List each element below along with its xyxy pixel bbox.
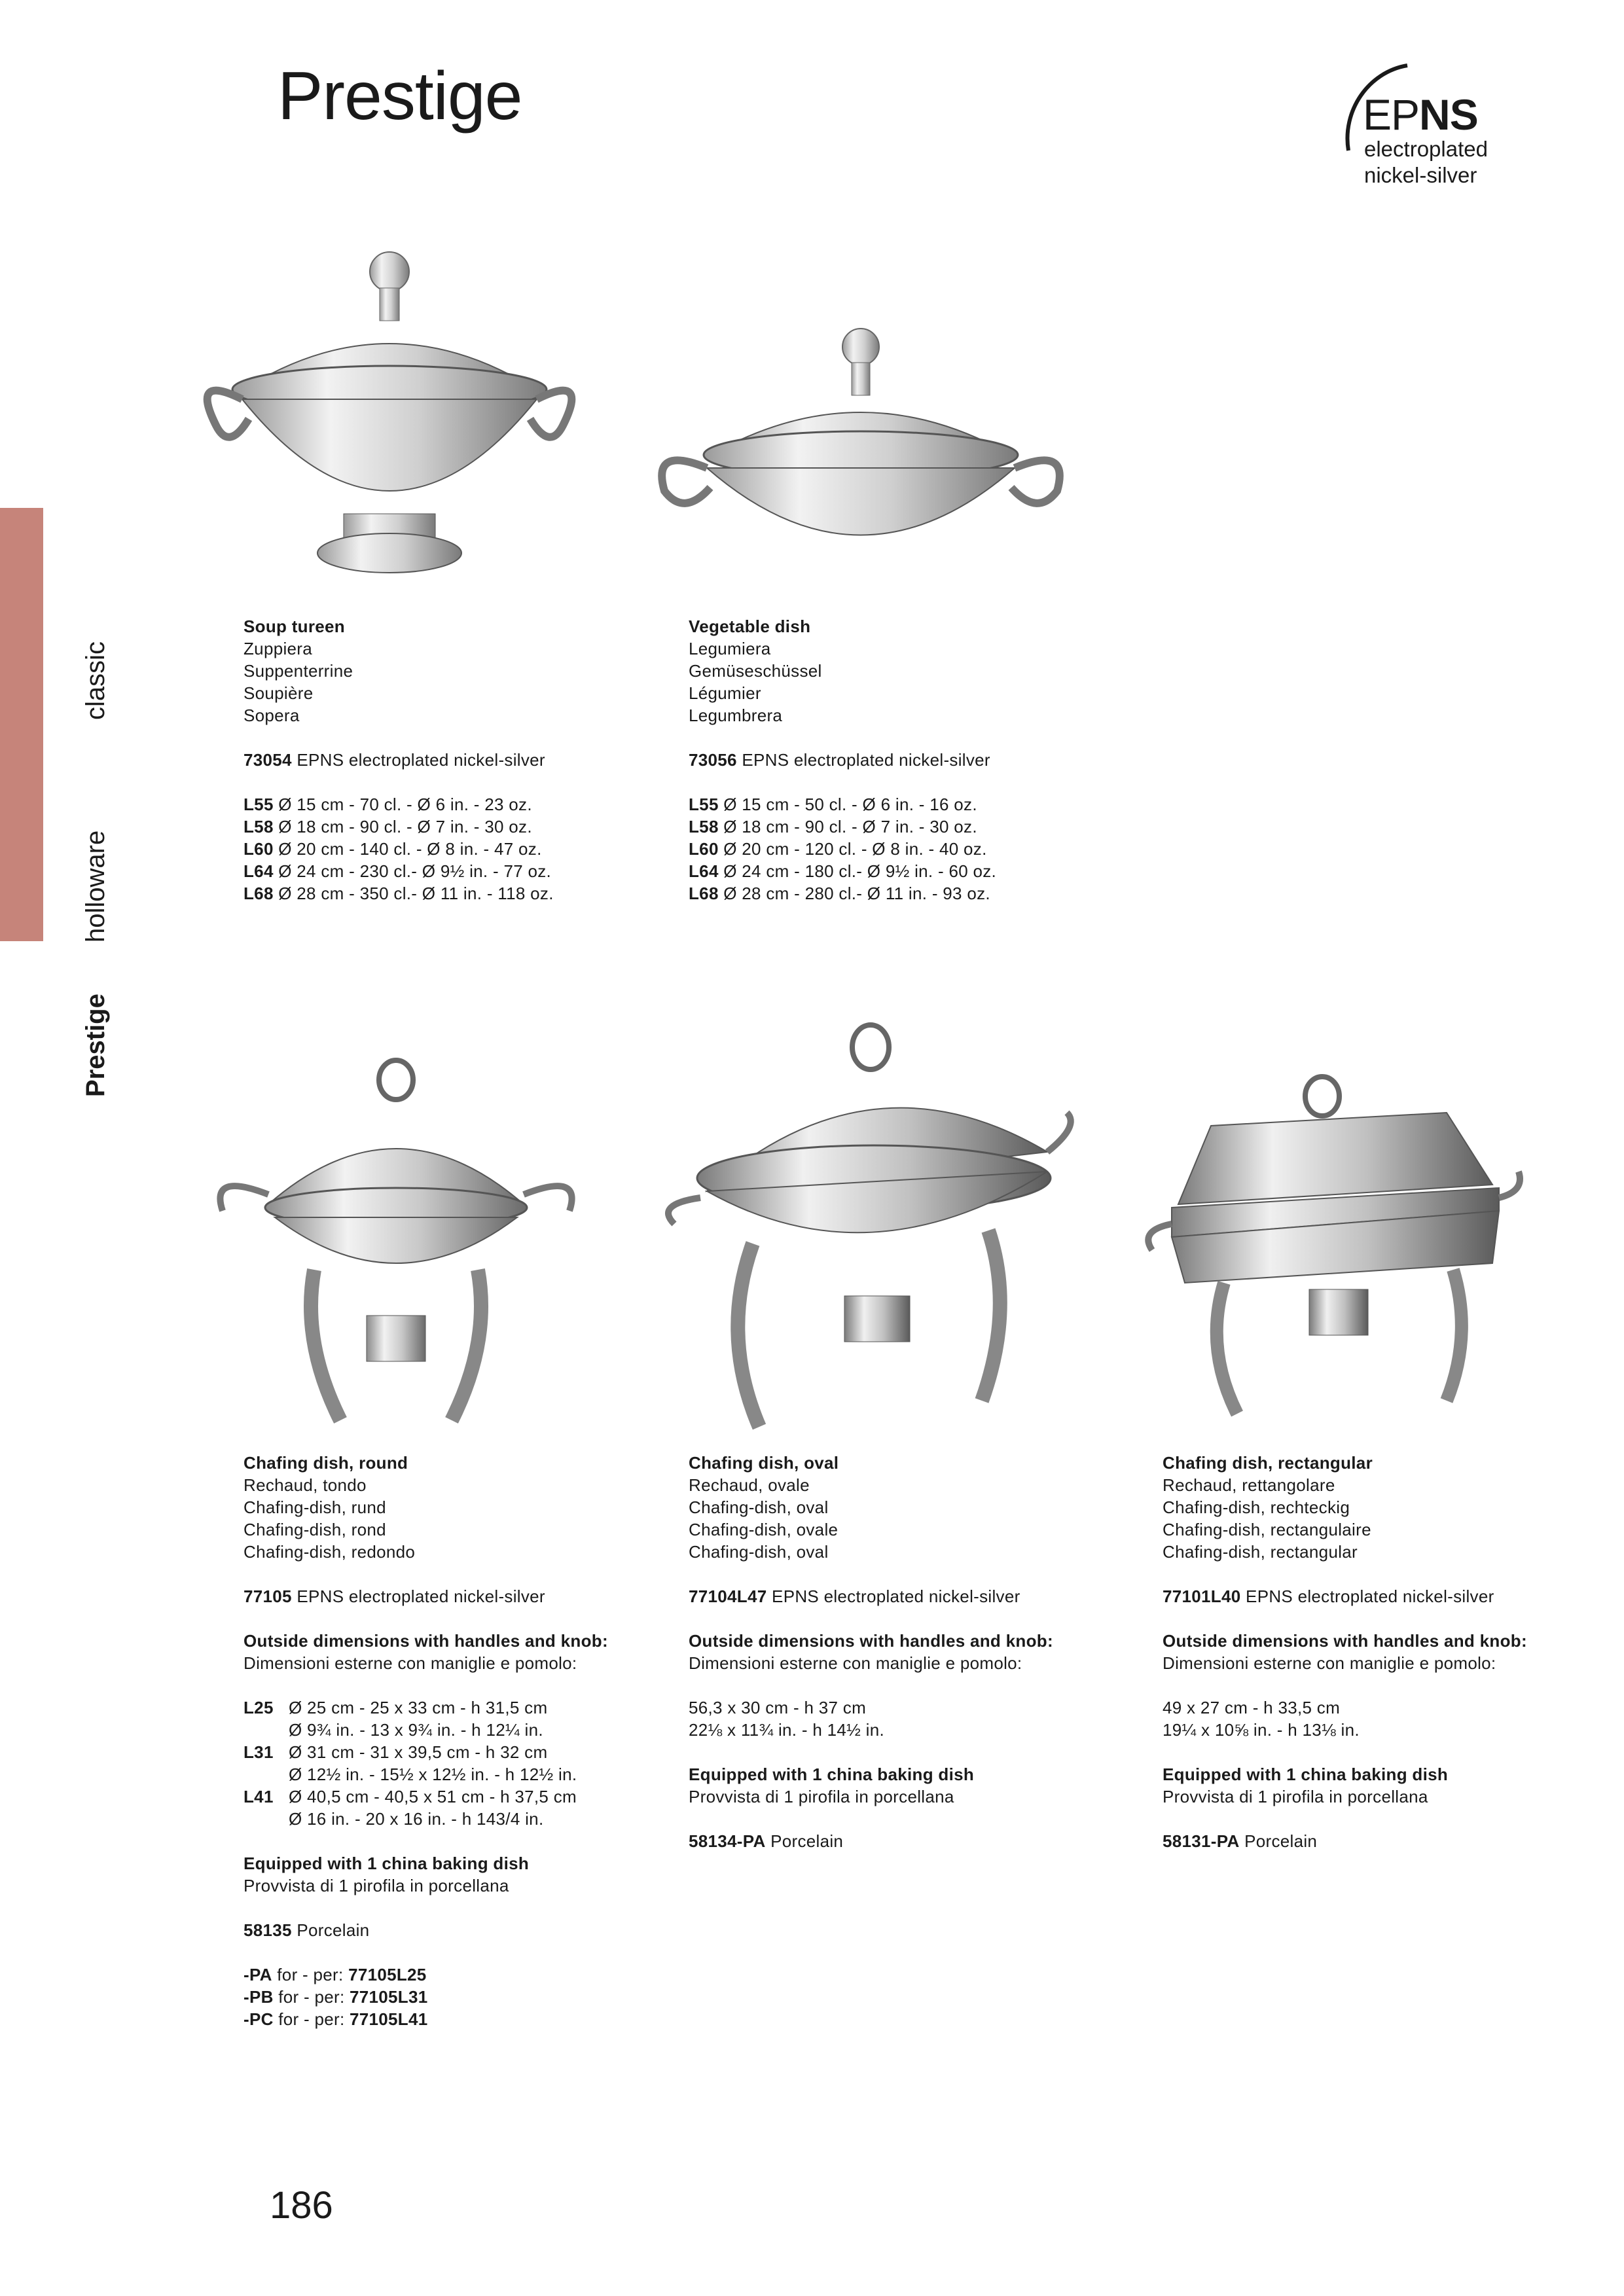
product-name-de: Chafing-dish, rechteckig: [1163, 1498, 1350, 1517]
equipment-note: Equipped with 1 china baking dish: [244, 1854, 530, 1873]
product-name-fr: Chafing-dish, rond: [244, 1520, 386, 1539]
product-name-es: Chafing-dish, redondo: [244, 1542, 416, 1562]
product-name-fr: Soupière: [244, 683, 314, 703]
logo-subtitle: electroplated nickel-silver: [1364, 137, 1488, 187]
dimension-imperial: 22⅛ x 11¾ in. - h 14½ in.: [689, 1720, 884, 1740]
logo-epns: EPNS: [1363, 90, 1478, 139]
dimension-row-imperial: Ø 16 in. - 20 x 16 in. - h 143/4 in.: [289, 1809, 544, 1829]
page-title: Prestige: [278, 58, 522, 134]
chafing-rect-info: [1163, 1452, 1527, 1852]
variant-row: -PB for - per: 77105L31: [244, 1987, 428, 2007]
chafing-oval-image: [648, 1021, 1080, 1440]
chafing-round-info: [244, 1452, 608, 2030]
product-name-es: Legumbrera: [689, 706, 783, 725]
size-row: L68 Ø 28 cm - 280 cl.- Ø 11 in. - 93 oz.: [689, 884, 990, 903]
product-name: Chafing dish, rectangular: [1163, 1453, 1373, 1473]
product-name: Vegetable dish: [689, 617, 811, 636]
sidebar-label-holloware: holloware: [81, 830, 110, 942]
equipment-note-it: Provvista di 1 pirofila in porcellana: [244, 1876, 509, 1895]
equipment-note: Equipped with 1 china baking dish: [1163, 1765, 1449, 1784]
product-code-line: 77104L47 EPNS electroplated nickel-silver: [689, 1587, 1020, 1606]
size-row: L55 Ø 15 cm - 70 cl. - Ø 6 in. - 23 oz.: [244, 795, 532, 814]
product-name: Soup tureen: [244, 617, 345, 636]
product-name-es: Sopera: [244, 706, 300, 725]
dimensions-title-it: Dimensioni esterne con maniglie e pomolo:: [1163, 1653, 1496, 1673]
equipment-note-it: Provvista di 1 pirofila in porcellana: [1163, 1787, 1428, 1806]
size-row: L58 Ø 18 cm - 90 cl. - Ø 7 in. - 30 oz.: [244, 817, 532, 836]
dimensions-title-it: Dimensioni esterne con maniglie e pomolo:: [244, 1653, 577, 1673]
porcelain-code-line: 58135 Porcelain: [244, 1920, 370, 1940]
product-name-it: Rechaud, tondo: [244, 1475, 367, 1495]
size-row: L58 Ø 18 cm - 90 cl. - Ø 7 in. - 30 oz.: [689, 817, 977, 836]
product-name-es: Chafing-dish, rectangular: [1163, 1542, 1358, 1562]
vegetable-dish-image: [645, 321, 1077, 583]
variant-row: -PC for - per: 77105L41: [244, 2009, 428, 2029]
size-row: L68 Ø 28 cm - 350 cl.- Ø 11 in. - 118 oz.: [244, 884, 554, 903]
vegetable-dish-info: [689, 615, 996, 905]
product-name-it: Zuppiera: [244, 639, 313, 658]
dimensions-title: Outside dimensions with handles and knob:: [1163, 1631, 1527, 1651]
sidebar-label-classic: classic: [81, 641, 110, 720]
product-code-line: 77101L40 EPNS electroplated nickel-silver: [1163, 1587, 1494, 1606]
product-name-it: Rechaud, rettangolare: [1163, 1475, 1335, 1495]
size-row: L64 Ø 24 cm - 230 cl.- Ø 9½ in. - 77 oz.: [244, 861, 552, 881]
product-name-de: Suppenterrine: [244, 661, 353, 681]
size-row: L64 Ø 24 cm - 180 cl.- Ø 9½ in. - 60 oz.: [689, 861, 997, 881]
product-name: Chafing dish, round: [244, 1453, 408, 1473]
product-name-de: Gemüseschüssel: [689, 661, 822, 681]
size-row: L60 Ø 20 cm - 140 cl. - Ø 8 in. - 47 oz.: [244, 839, 542, 859]
size-row: L55 Ø 15 cm - 50 cl. - Ø 6 in. - 16 oz.: [689, 795, 977, 814]
product-name-it: Legumiera: [689, 639, 771, 658]
dimension-metric: 56,3 x 30 cm - h 37 cm: [689, 1698, 867, 1717]
dimension-row: L31 Ø 31 cm - 31 x 39,5 cm - h 32 cm: [244, 1742, 548, 1762]
product-name-de: Chafing-dish, rund: [244, 1498, 386, 1517]
porcelain-code-line: 58134-PA Porcelain: [689, 1831, 844, 1851]
equipment-note-it: Provvista di 1 pirofila in porcellana: [689, 1787, 954, 1806]
chafing-rect-image: [1126, 1073, 1532, 1427]
porcelain-code-line: 58131-PA Porcelain: [1163, 1831, 1318, 1851]
product-name-it: Rechaud, ovale: [689, 1475, 810, 1495]
chafing-oval-info: [689, 1452, 1053, 1852]
dimension-row: L25 Ø 25 cm - 25 x 33 cm - h 31,5 cm: [244, 1698, 548, 1717]
dimensions-title-it: Dimensioni esterne con maniglie e pomolo:: [689, 1653, 1022, 1673]
variant-row: -PA for - per: 77105L25: [244, 1965, 427, 1984]
dimensions-title: Outside dimensions with handles and knob:: [244, 1631, 608, 1651]
dimension-row-imperial: Ø 12½ in. - 15½ x 12½ in. - h 12½ in.: [289, 1765, 577, 1784]
product-name-fr: Légumier: [689, 683, 761, 703]
soup-tureen-image: [177, 242, 602, 596]
dimension-metric: 49 x 27 cm - h 33,5 cm: [1163, 1698, 1341, 1717]
equipment-note: Equipped with 1 china baking dish: [689, 1765, 975, 1784]
product-name-fr: Chafing-dish, ovale: [689, 1520, 839, 1539]
product-name-es: Chafing-dish, oval: [689, 1542, 829, 1562]
product-code-line: 77105 EPNS electroplated nickel-silver: [244, 1587, 545, 1606]
dimension-imperial: 19¼ x 10⅝ in. - h 13⅛ in.: [1163, 1720, 1360, 1740]
dimension-row: L41 Ø 40,5 cm - 40,5 x 51 cm - h 37,5 cm: [244, 1787, 577, 1806]
size-row: L60 Ø 20 cm - 120 cl. - Ø 8 in. - 40 oz.: [689, 839, 987, 859]
product-name: Chafing dish, oval: [689, 1453, 839, 1473]
chafing-round-image: [196, 1054, 596, 1433]
dimensions-title: Outside dimensions with handles and knob:: [689, 1631, 1053, 1651]
product-name-de: Chafing-dish, oval: [689, 1498, 829, 1517]
page-number: 186: [270, 2184, 333, 2227]
epns-logo: [1322, 59, 1538, 196]
sidebar-label-prestige: Prestige: [81, 994, 110, 1097]
sidebar-accent-bar: [0, 508, 43, 941]
dimension-row-imperial: Ø 9¾ in. - 13 x 9¾ in. - h 12¼ in.: [289, 1720, 543, 1740]
product-name-fr: Chafing-dish, rectangulaire: [1163, 1520, 1371, 1539]
soup-tureen-info: [244, 615, 554, 905]
product-code-line: 73054 EPNS electroplated nickel-silver: [244, 750, 545, 770]
product-code-line: 73056 EPNS electroplated nickel-silver: [689, 750, 990, 770]
